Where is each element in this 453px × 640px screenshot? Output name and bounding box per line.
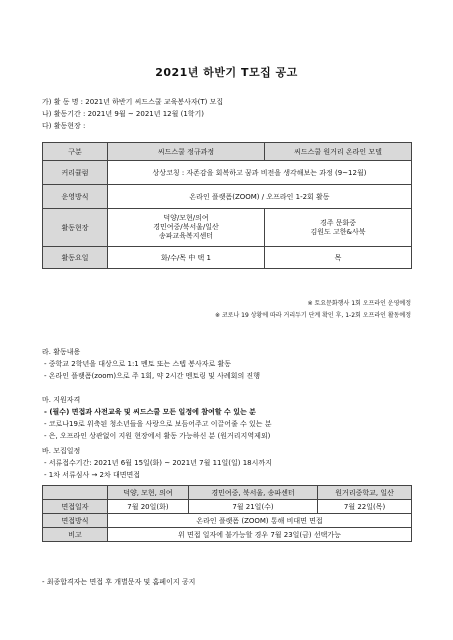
interview-table [42,485,412,542]
intro-period: 나) 활동기간 : 2021년 9월 ~ 2021년 12월 (1학기) [42,110,205,118]
site-regular [108,209,265,247]
day-remote: 목 [265,247,412,269]
col-group-2: 경민여중, 북서울, 송파센터 [188,486,317,500]
date-3: 7월 22일(목) [318,500,412,514]
curriculum-value: 상상코칭 : 자존감을 회복하고 꿈과 비전을 생각해보는 과정 (9~12월) [108,161,412,185]
operation-value: 온라인 플랫폼(ZOOM) / 오프라인 1-2회 활동 [108,185,412,209]
method-label: 면접방식 [43,514,108,528]
section-ma-heading: 마. 지원자격 [42,396,81,404]
activity-table [42,142,412,269]
section-ma-item-3: - 은, 오프라인 상관없이 지원 현장에서 활동 가능하신 분 (원거리지역제외) [44,432,271,440]
site-remote [265,209,412,247]
intro-name: 가) 활 동 명 : 2021년 하반기 씨드스쿨 교육봉사자(T) 모집 [42,98,224,106]
remark-label: 비고 [43,528,108,542]
section-ma-item-1: - (필수) 면접과 사전교육 및 씨드스쿨 모든 일정에 참여할 수 있는 분 [44,408,256,416]
site-label: 활동현장 [43,209,108,247]
col-group-1: 덕양, 모현, 의여 [108,486,189,500]
footer-note: - 최종합격자는 면접 후 개별문자 및 홈페이지 공지 [42,578,196,586]
col-remote: 씨드스쿨 원거리 온라인 모델 [265,143,412,161]
site-remote-1: 경주 문화중 [319,218,357,227]
method-value: 온라인 플랫폼 (ZOOM) 통해 비대면 면접 [108,514,412,528]
site-regular-3: 송파교육복지센터 [158,232,214,240]
col-blank [43,486,108,500]
date-label: 면접일자 [43,500,108,514]
site-regular-2: 경민여중/북서울/일산 [153,223,219,231]
remark-value: 위 면접 일자에 불가능할 경우 7월 23일(금) 선택가능 [108,528,412,542]
section-ra-heading: 라. 활동내용 [42,348,81,356]
section-ma-item-2: - 코로나19로 위축된 청소년들을 사랑으로 보듬어주고 이끌어줄 수 있는 분 [44,420,272,428]
section-ba-item-2: - 1차 서류심사 → 2차 대면면접 [44,471,141,479]
day-regular: 화/수/목 中 택 1 [108,247,265,269]
day-label: 활동요일 [43,247,108,269]
col-regular: 씨드스쿨 정규과정 [108,143,265,161]
site-remote-2: 김원도 고한&사북 [310,227,366,236]
intro-site: 다) 활동현장 : [42,122,86,130]
section-ba-heading: 바. 모집일정 [42,447,81,455]
date-1: 7월 20일(화) [108,500,189,514]
date-2: 7월 21일(수) [188,500,317,514]
section-ra-item-2: - 온라인 플랫폼(zoom)으로 주 1회, 약 2시간 멘토링 및 사례회의 진행 [44,372,260,380]
section-ra-item-1: - 중학교 2학년을 대상으로 1:1 멘토 또는 스텝 봉사자로 활동 [44,360,232,368]
note-saturday: ※ 토요문화행사 1회 오프라인 운영예정 [307,300,411,307]
col-group-3: 원거리중학교, 일산 [318,486,412,500]
col-category: 구분 [43,143,108,161]
operation-label: 운영방식 [43,185,108,209]
site-regular-1: 덕양/모현/의여 [163,214,209,222]
curriculum-label: 커리큘럼 [43,161,108,185]
page-title: 2021년 하반기 T모집 공고 [155,66,298,79]
note-covid: ※ 코로나 19 상황에 따라 거리두기 단계 확인 후, 1-2회 오프라인 활동예정 [214,312,411,319]
section-ba-item-1: - 서류접수기간: 2021년 6월 15일(화) ~ 2021년 7월 11일(일) 18시까지 [44,459,272,467]
